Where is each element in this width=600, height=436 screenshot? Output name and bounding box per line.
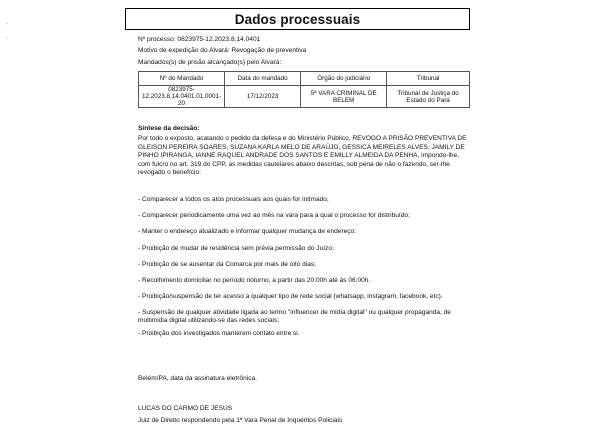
decision-summary-text: Por todo o exposto, acatando o pedido da defesa e do Ministério Público, REVOGO A PRISÃO PREVENTIVA DE GLEISON PEREIRA SOARES, SUZANA KARLA MELO DE ARAÚJO, GESSICA MEIRELES ALVES, JAMILY DE PINHO IPIRANGA, IANNE RAQUEL ANDRADE DOS SANTOS E EMILLY ALMEIDA DA PENHA, impondo-lhe, com fulcro no art. 319 do CPP, as medidas cautelares abaixo descritas, sob pena de não o fazendo, ser-lhe revogado o benefício: <box>138 135 467 177</box>
list-item: - Suspensão de qualquer atividade ligada ao termo "influencer de mídia digital" ou qualquer propaganda, de multimidia digital utilizando-se das redes sociais; <box>138 309 451 325</box>
list-item: - Proibição de mudar de residência sem prévia permissão do Juízo; <box>138 245 334 252</box>
table-header-cell: Data do mandado <box>225 72 301 86</box>
table-row <box>139 86 470 108</box>
list-item: - Proibição/suspensão de ter acesso a qualquer tipo de rede social (whatsapp, instagram, facebook, etc). <box>138 293 443 300</box>
place-date: Belém/PA, data da assinatura eletrônica. <box>138 375 257 382</box>
title-box <box>125 8 470 30</box>
list-item: - Manter o endereço atualizado e informar qualquer mudança de endereço; <box>138 228 357 235</box>
margin-mark: , <box>6 33 8 40</box>
table-cell: Tribunal de Justiça do Estado do Pará <box>387 86 470 108</box>
table-header-row <box>139 72 470 86</box>
list-item: - Proibição dos investigados manterem contato entre si. <box>138 330 300 337</box>
table-header-cell: Nº do Mandado <box>139 72 225 86</box>
table-cell: 0823975-12.2023.8.14.0401.01.0001-20 <box>139 86 225 108</box>
list-item: - Recolhimento domiciliar no período noturno, a partir das 20:00h até às 06:00h. <box>138 277 371 284</box>
table-header-cell: Tribunal <box>387 72 470 86</box>
document-page <box>124 8 470 424</box>
list-item: - Comparecer periodicamente uma vez ao mês na vara para a qual o processo for distribuído; <box>138 212 410 219</box>
table-cell: 5ª VARA CRIMINAL DE BELEM <box>301 86 387 108</box>
release-reason: Motivo de expedição do Alvará: Revogação de preventiva <box>138 47 307 54</box>
warrants-table <box>138 71 470 108</box>
judge-name: LUCAS DO CARMO DE JESUS <box>138 405 233 412</box>
document-title: Dados processuais <box>234 11 361 27</box>
process-number: Nº processo: 0823975-12.2023.8.14.0401 <box>138 36 261 43</box>
margin-mark: - <box>6 21 9 28</box>
table-cell: 17/12/2023 <box>225 86 301 108</box>
list-item: - Proibição de se ausentar da Comarca por mais de oito dias; <box>138 261 316 268</box>
table-header-cell: Órgão do judiciário <box>301 72 387 86</box>
warrants-intro: Mandados(s) de prisão alcançado(s) pelo Alvará: <box>138 59 282 66</box>
list-item: - Comparecer a todos os atos processuais aos quais for intimado, <box>138 196 329 203</box>
decision-summary-title: Síntese da decisão: <box>138 125 200 132</box>
judge-role: Juiz de Direito respondendo pela 1ª Vara Penal de Inquéritos Policiais <box>138 417 343 424</box>
